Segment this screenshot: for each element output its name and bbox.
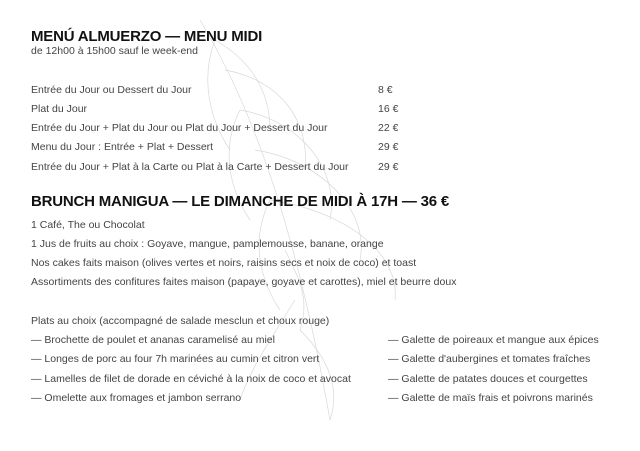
galette-item: — Galette de patates douces et courgettes <box>388 373 588 385</box>
galette-item: — Galette de poireaux et mangue aux épices <box>388 334 599 346</box>
plat-item: — Brochette de poulet et ananas caramelisé au miel <box>31 334 275 346</box>
menu-item-price: 16 € <box>378 103 399 115</box>
lunch-subtitle: de 12h00 à 15h00 sauf le week-end <box>31 45 198 57</box>
brunch-title: BRUNCH MANIGUA — LE DIMANCHE DE MIDI À 17H — 36 € <box>31 193 450 210</box>
menu-item-label: Entrée du Jour + Plat à la Carte ou Plat à la Carte + Dessert du Jour <box>31 161 349 173</box>
menu-item-price: 22 € <box>378 122 399 134</box>
menu-item-price: 8 € <box>378 84 393 96</box>
menu-item-label: Menu du Jour : Entrée + Plat + Dessert <box>31 141 214 153</box>
menu-item-price: 29 € <box>378 141 399 153</box>
galette-item: — Galette de maïs frais et poivrons marinés <box>388 392 593 404</box>
plats-title: Plats au choix (accompagné de salade mesclun et choux rouge) <box>31 315 330 327</box>
menu-item-label: Entrée du Jour + Plat du Jour ou Plat du Jour + Dessert du Jour <box>31 122 328 134</box>
menu-item-price: 29 € <box>378 161 399 173</box>
plat-item: — Longes de porc au four 7h marinées au cumin et citron vert <box>31 353 320 365</box>
brunch-line: Nos cakes faits maison (olives vertes et noirs, raisins secs et noix de coco) et toast <box>31 257 417 269</box>
plat-item: — Omelette aux fromages et jambon serrano <box>31 392 242 404</box>
brunch-line: Assortiments des confitures faites maison (papaye, goyave et carottes), miel et beurre doux <box>31 276 457 288</box>
brunch-line: 1 Café, The ou Chocolat <box>31 219 145 231</box>
galette-item: — Galette d'aubergines et tomates fraîches <box>388 353 591 365</box>
lunch-title: MENÚ ALMUERZO — MENU MIDI <box>31 28 263 45</box>
menu-item-label: Plat du Jour <box>31 103 88 115</box>
plat-item: — Lamelles de filet de dorade en céviché à la noix de coco et avocat <box>31 373 351 385</box>
menu-item-label: Entrée du Jour ou Dessert du Jour <box>31 84 192 96</box>
brunch-line: 1 Jus de fruits au choix : Goyave, mangue, pamplemousse, banane, orange <box>31 238 384 250</box>
